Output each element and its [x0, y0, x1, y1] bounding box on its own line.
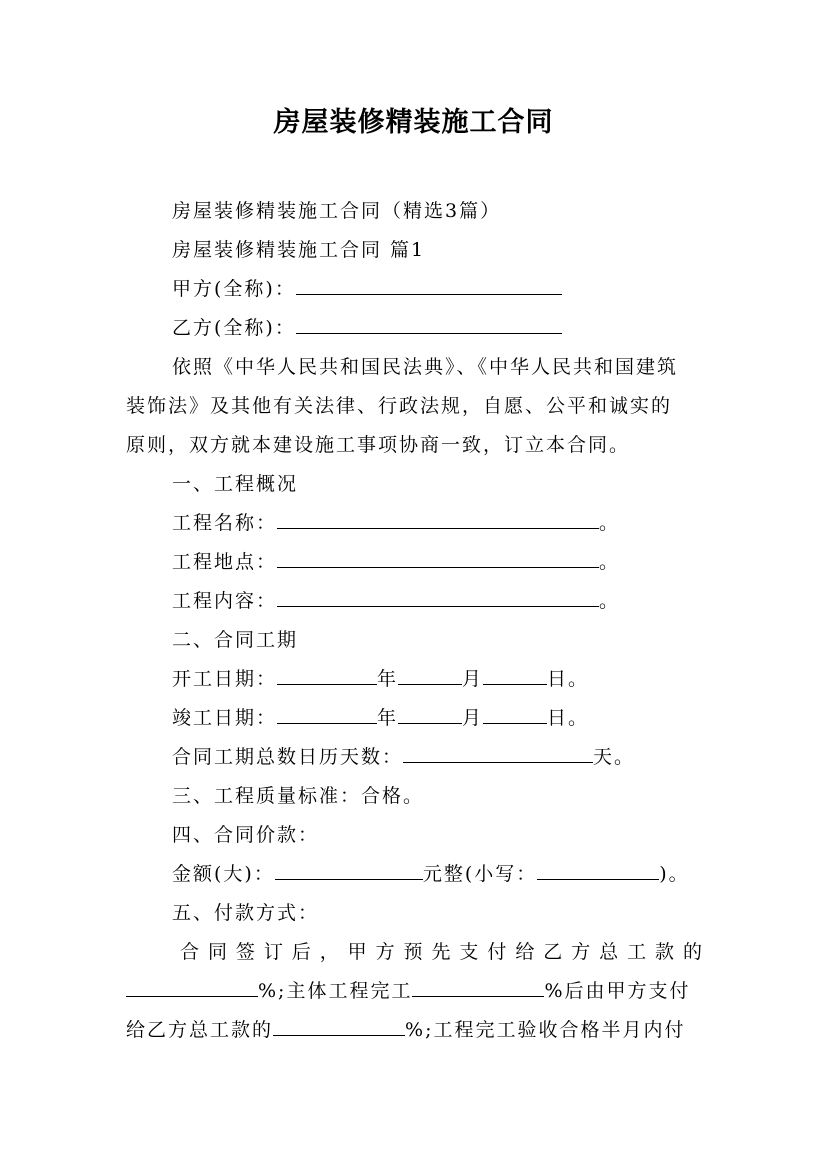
payment-line-1: 合同签订后，甲方预先支付给乙方总工款的 — [180, 941, 702, 963]
intro-line-2: 装饰法》及其他有关法律、行政法规，自愿、公平和诚实的 — [126, 395, 673, 417]
payment-line-2 — [126, 978, 691, 1004]
s5-heading: 五、付款方式： — [172, 902, 320, 924]
period: 。 — [599, 512, 621, 534]
second-pct-blank[interactable] — [273, 1017, 405, 1036]
party-b-label: 乙方(全称)： — [172, 317, 296, 339]
intro-line-1: 依照《中华人民共和国民法典》、《中华人民共和国建筑 — [172, 356, 679, 378]
end-year-blank[interactable] — [277, 705, 377, 724]
project-location-line — [172, 549, 620, 575]
payment-text-3b: %;工程完工验收合格半月内付 — [405, 1019, 686, 1041]
advance-pct-blank[interactable] — [126, 978, 258, 997]
main-work-pct-blank[interactable] — [412, 978, 544, 997]
payment-text-2a: %;主体工程完工 — [258, 980, 413, 1002]
s4-heading: 四、合同价款： — [172, 824, 320, 846]
amount-numeric-blank[interactable] — [537, 861, 659, 880]
start-year-blank[interactable] — [277, 666, 377, 685]
project-name-label: 工程名称： — [172, 512, 278, 534]
start-date-line — [172, 666, 589, 692]
total-days-label: 合同工期总数日历天数： — [172, 746, 404, 768]
end-month-blank[interactable] — [398, 705, 462, 724]
end-day-blank[interactable] — [483, 705, 547, 724]
month-label: 月 — [462, 707, 484, 729]
start-day-blank[interactable] — [483, 666, 547, 685]
end-date-line — [172, 705, 589, 731]
s3-heading: 三、工程质量标准：合格。 — [172, 785, 425, 807]
party-a-blank[interactable] — [296, 276, 562, 295]
period: 。 — [599, 551, 621, 573]
day-label: 日。 — [547, 668, 590, 690]
year-label: 年 — [377, 668, 399, 690]
project-name-blank[interactable] — [277, 510, 599, 529]
yuan-label: 元整(小写： — [422, 863, 538, 885]
amount-close: )。 — [659, 863, 690, 885]
project-content-line — [172, 588, 620, 614]
period: 。 — [599, 590, 621, 612]
payment-text-3a: 给乙方总工款的 — [126, 1019, 274, 1041]
party-a-line — [172, 276, 562, 302]
amount-label: 金额(大)： — [172, 863, 275, 885]
s2-heading: 二、合同工期 — [172, 629, 299, 651]
document-title: 房屋装修精装施工合同 — [273, 107, 554, 138]
year-label: 年 — [377, 707, 399, 729]
payment-line-3 — [126, 1017, 685, 1043]
amount-capital-blank[interactable] — [275, 861, 423, 880]
month-label: 月 — [462, 668, 484, 690]
day-label: 日。 — [547, 707, 590, 729]
amount-line — [172, 861, 690, 887]
party-a-label: 甲方(全称)： — [172, 278, 296, 300]
project-location-label: 工程地点： — [172, 551, 278, 573]
total-days-blank[interactable] — [403, 744, 593, 763]
intro-line-3: 原则，双方就本建设施工事项协商一致，订立本合同。 — [126, 434, 631, 456]
party-b-blank[interactable] — [296, 315, 562, 334]
subtitle: 房屋装修精装施工合同（精选3篇） — [172, 200, 502, 222]
s1-heading: 一、工程概况 — [172, 473, 299, 495]
project-name-line — [172, 510, 620, 536]
start-date-label: 开工日期： — [172, 668, 278, 690]
party-b-line — [172, 315, 562, 341]
section-head: 房屋装修精装施工合同 篇1 — [172, 239, 426, 261]
end-date-label: 竣工日期： — [172, 707, 278, 729]
total-days-line — [172, 744, 635, 770]
project-content-blank[interactable] — [277, 588, 599, 607]
project-content-label: 工程内容： — [172, 590, 278, 612]
start-month-blank[interactable] — [398, 666, 462, 685]
payment-text-2b: %后由甲方支付 — [544, 980, 691, 1002]
days-unit: 天。 — [593, 746, 636, 768]
project-location-blank[interactable] — [277, 549, 599, 568]
